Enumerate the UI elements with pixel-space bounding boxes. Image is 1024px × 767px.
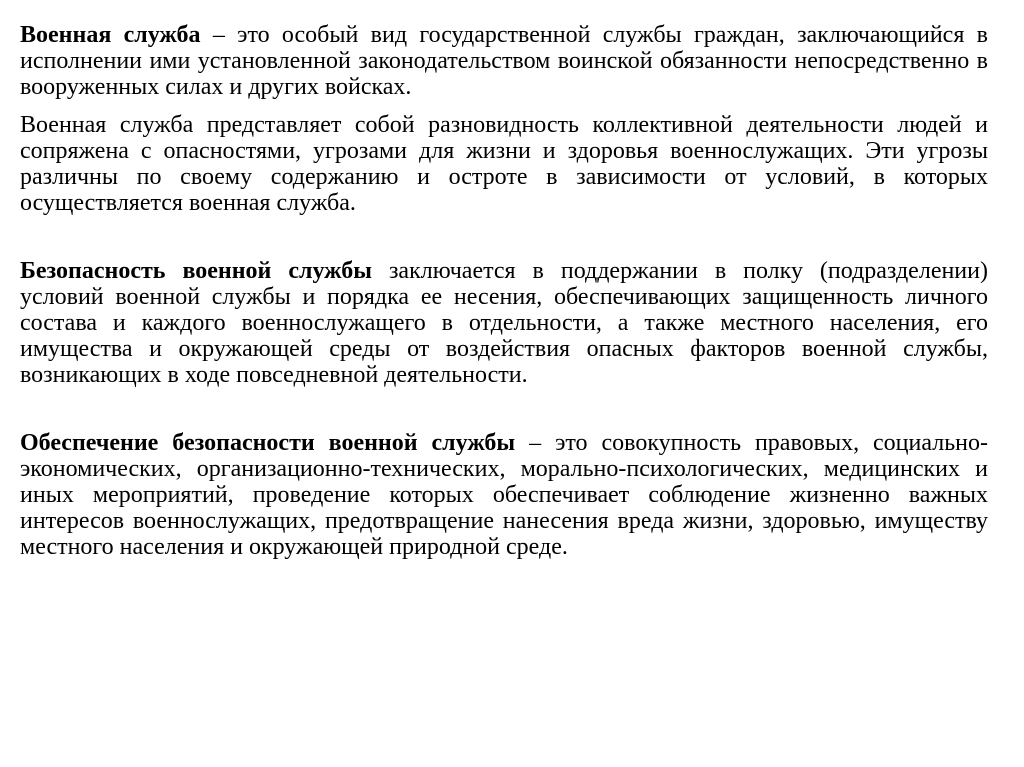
paragraph-text: – это совокупность правовых, социально-экономических, организационно-технических, морально-психологических, медицинских и иных мероприятий, проведение которых обеспечивает соблюдение жизненно важных интересов военнослужащих, предотвращение нанесения вреда жизни, здоровью, имуществу местного населения и окружающей природной среде. (20, 430, 988, 560)
paragraph-text: заключается в поддержании в полку (подразделении) условий военной службы и порядка ее несения, обеспечивающих защищенность личного состава и каждого военнослужащего в отдельности, а также местного населения, его имущества и окружающей среды от воздействия опасных факторов военной службы, возникающих в ходе повседневной деятельности. (20, 258, 988, 388)
paragraph-text: Военная служба представляет собой разновидность коллективной деятельности людей и сопряжена с опасностями, угрозами для жизни и здоровья военнослужащих. Эти угрозы различны по своему содержанию и остроте в зависимости от условий, в которых осуществляется военная служба. (20, 112, 988, 216)
term-safety-provision: Обеспечение безопасности военной службы (20, 430, 516, 456)
paragraph-military-service-definition (20, 22, 988, 100)
document-page (20, 22, 988, 560)
paragraph-service-safety-definition (20, 258, 988, 388)
paragraph-text: – это особый вид государственной службы граждан, заключающийся в исполнении ими установленной законодательством воинской обязанности непосредственно в вооруженных силах и других войсках. (20, 22, 989, 100)
term-service-safety: Безопасность военной службы (20, 258, 372, 284)
paragraph-military-service-risks (20, 112, 988, 216)
paragraph-safety-provision-definition (20, 430, 988, 560)
term-military-service: Военная служба (20, 22, 201, 48)
